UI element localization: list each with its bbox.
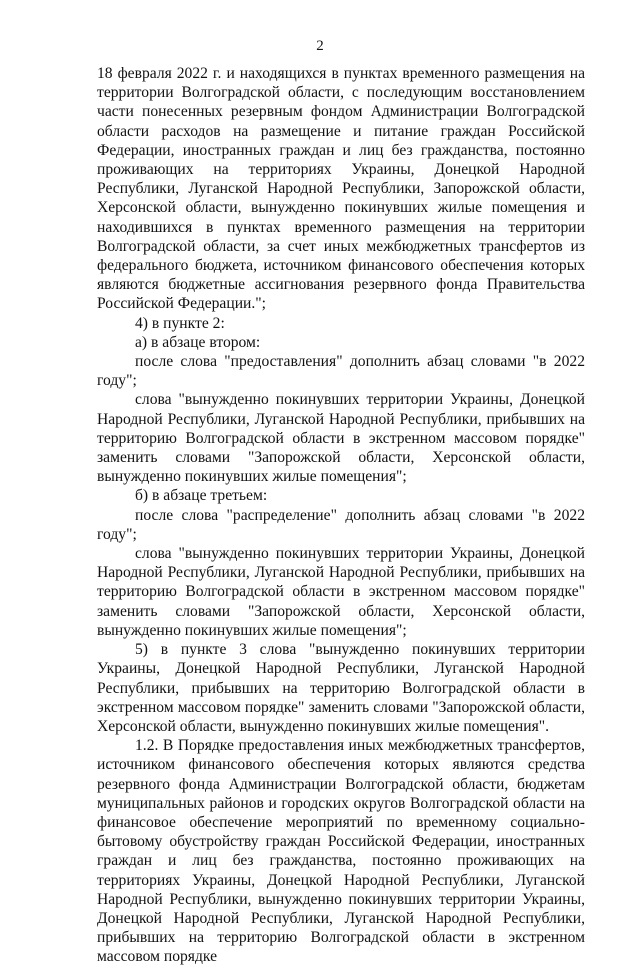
paragraph: после слова "распределение" дополнить абзац словами "в 2022 году"; xyxy=(97,506,585,543)
paragraph: 5) в пункте 3 слова "вынужденно покинувших территории Украины, Донецкой Народной Республики, Луганской Народной Республики, прибывших на территорию Волгоградской области в экстренном массовом порядке" заменить словами "Запорожской области, Херсонской области, вынужденно покинувших жилые помещения". xyxy=(97,641,585,735)
paragraph: а) в абзаце втором: xyxy=(135,333,261,351)
paragraph: слова "вынужденно покинувших территории Украины, Донецкой Народной Республики, Луганской Народной Республики, прибывших на территорию Волгоградской области в экстренном массовом порядке" заменить словами "Запорожской области, Херсонской области, вынужденно покинувших жилые помещения"; xyxy=(97,391,585,486)
paragraph: после слова "предоставления" дополнить абзац словами "в 2022 году"; xyxy=(97,353,585,390)
paragraph: 18 февраля 2022 г. и находящихся в пунктах временного размещения на территории Волгоградской области, с последующим восстановлением части понесенных резервным фондом Администрации Волгоградской области расходов на размещение и питание граждан Российской Федерации, иностранных граждан и лиц без гражданства, постоянно проживающих на территориях Украины, Донецкой Народной Республики, Луганской Народной Республики, Запорожской области, Херсонской области, вынужденно покинувших жилые помещения и находившихся в пунктах временного размещения на территории Волгоградской области, за счет иных межбюджетных трансфертов из федерального бюджета, источником финансового обеспечения которых являются бюджетные ассигнования резервного фонда Правительства Российской Федерации."; xyxy=(97,65,585,313)
document-body xyxy=(97,64,585,967)
paragraph: 1.2. В Порядке предоставления иных межбюджетных трансфертов, источником финансового обеспечения которых являются средства резервного фонда Администрации Волгоградской области, бюджетам муниципальных районов и городских округов Волгоградской области на финансовое обеспечение мероприятий по временному социально-бытовому обустройству граждан Российской Федерации, иностранных граждан и лиц без гражданства, постоянно проживающих на территориях Украины, Донецкой Народной Республики, Луганской Народной Республики, вынужденно покинувших территории Украины, Донецкой Народной Республики, Луганской Народной Республики, прибывших на территорию Волгоградской области в экстренном массовом порядке xyxy=(97,737,585,966)
paragraph: б) в абзаце третьем: xyxy=(135,487,268,505)
page-number: 2 xyxy=(316,38,324,54)
paragraph: 4) в пункте 2: xyxy=(135,314,225,332)
paragraph: слова "вынужденно покинувших территории Украины, Донецкой Народной Республики, Луганской Народной Республики, прибывших на территорию Волгоградской области в экстренном массовом порядке" заменить словами "Запорожской области, Херсонской области, вынужденно покинувших жилые помещения"; xyxy=(97,545,585,639)
